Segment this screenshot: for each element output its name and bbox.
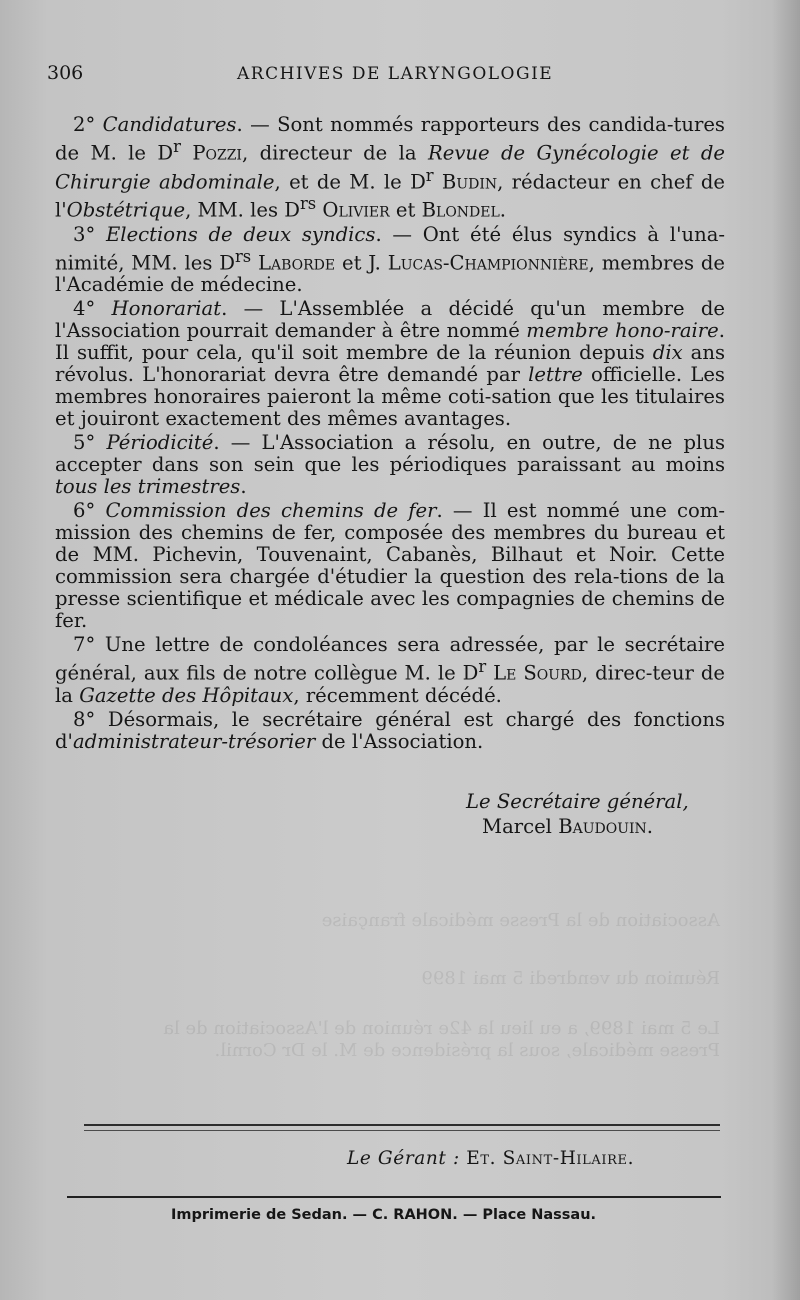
show-through-text: Le 5 mai 1899, a eu lieu la 42e réunion de l'Association de la <box>163 1018 720 1039</box>
page-header <box>47 62 720 90</box>
signature-role: Le Secrétaire général, <box>466 790 689 813</box>
show-through-text: Réunion du vendredi 5 mai 1899 <box>421 968 720 989</box>
imprint-rule <box>67 1196 721 1198</box>
item-administrateur: 8° Désormais, le secrétaire général est chargé des fonctions d'administrateur-trésorier de l'Association. <box>55 707 725 753</box>
signature-name: Marcel Baudouin. <box>482 815 654 838</box>
show-through-text: Presse médicale, sous la présidence de M. le Dr Cornil. <box>214 1040 720 1061</box>
double-rule-bottom <box>84 1130 720 1131</box>
gerant-line: Le Gérant : Et. Saint-Hilaire. <box>347 1148 635 1169</box>
page-edge-shadow <box>772 0 800 1300</box>
page-number: 306 <box>47 62 84 84</box>
item-condoleances: 7° Une lettre de condoléances sera adressée, par le secrétaire général, aux fils de notre collègue M. le $D^r$ Le Sourd, direc-teur de la Gazette des Hôpitaux, récemment décédé. <box>55 633 726 707</box>
running-head: ARCHIVES DE LARYNGOLOGIE <box>237 64 554 84</box>
body-text <box>55 114 725 755</box>
item-commission: 6° Commission des chemins de fer. — Il est nommé une com-mission des chemins de fer, composée des membres du bureau et de MM. Pichevin, Touvenaint, Cabanès, Bilhaut et Noir. Cette commission sera chargée d'étudier la question des rela-tions de la presse scientifique et médicale avec les compagnies de chemins de fer. <box>55 499 725 633</box>
item-elections: 3° Elections de deux syndics. — Ont été élus syndics à l'una-nimité, MM. les $D^{rs}$ Laborde et J. Lucas-Championnière, membres de l'Académie de médecine. <box>55 222 725 297</box>
printer-imprint: Imprimerie de Sedan. — C. RAHON. — Place Nassau. <box>171 1207 597 1223</box>
item-honorariat: 4° Honorariat. — L'Assemblée a décidé qu'un membre de l'Association pourrait demander à être nommé membre hono-raire. Il suffit, pour cela, qu'il soit membre de la réunion depuis dix ans révolus. L'honorariat devra être demandé par lettre officielle. Les membres honoraires paieront la même coti-sation que les titulaires et jouiront exactement des mêmes avantages. <box>55 297 725 431</box>
double-rule-top <box>84 1124 720 1126</box>
item-periodicite: 5° Périodicité. — L'Association a résolu, en outre, de ne plus accepter dans son sein que les périodiques paraissant au moins tous les trimestres. <box>55 431 725 499</box>
item-candidatures: 2° Candidatures. — Sont nommés rapporteurs des candida-tures de M. le $D^r$ Pozzi, directeur de la Revue de Gynécologie et de Chirurgie abdominale, et de M. le $D^r$ Budin, rédacteur en chef de l'Obstétrique, MM. les $D^{rs}$ Olivier et Blondel. <box>55 113 726 222</box>
show-through-text: Association de la Presse médicale française <box>321 910 720 931</box>
